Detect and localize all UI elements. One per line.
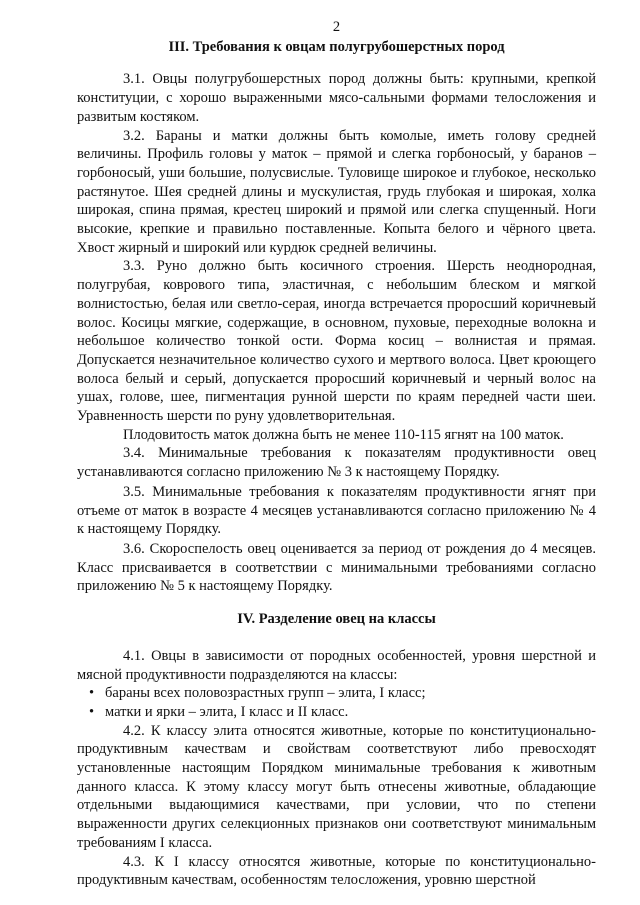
paragraph-3-6: 3.6. Скороспелость овец оценивается за период от рождения до 4 месяцев. Класс присваивается в соответствии с минимальными требованиями согласно приложению № 5 к настоящему Порядку.: [77, 540, 596, 595]
class-list: [77, 684, 596, 721]
paragraph-4-2: 4.2. К классу элита относятся животные, которые по конституционально-продуктивным качествам и свойствам соответствуют либо превосходят установленные настоящим Порядком минимальные требования к животным данного класса. К этому классу могут быть отнесены животные, обладающие отдельными выдающимися качествами, при условии, что по степени выраженности других селекционных признаков они соответствуют минимальным требованиям I класса.: [77, 722, 596, 851]
section-4-heading: IV. Разделение овец на классы: [237, 611, 436, 628]
paragraph-4-1: 4.1. Овцы в зависимости от породных особенностей, уровня шерстной и мясной продуктивности подразделяются на классы:: [77, 647, 596, 683]
paragraph-3-4: 3.4. Минимальные требования к показателям продуктивности овец устанавливаются согласно приложению № 3 к настоящему Порядку.: [77, 445, 596, 481]
bullet-icon: •: [89, 685, 95, 702]
paragraph-3-1: 3.1. Овцы полугрубошерстных пород должны быть: крупными, крепкой конституции, с хорошо выраженными мясо-сальными формами телосложения и развитым костяком.: [77, 71, 596, 125]
paragraph-4-3: 4.3. К I классу относятся животные, которые по конституционально-продуктивным качествам, особенностям телосложения, уровню шерстной: [77, 853, 596, 889]
list-item: [77, 703, 596, 722]
page-number: 2: [332, 19, 341, 35]
bullet-icon: •: [89, 703, 95, 720]
section-3-body: [77, 70, 596, 596]
paragraph-3-3: 3.3. Руно должно быть косичного строения. Шерсть неоднородная, полугрубая, коврового типа, эластичная, с небольшим блеском и мягкой волнистостью, белая или светло-серая, иногда встречается проросший коричневый волос. Косицы мягкие, содержащие, в основном, пуховые, переходные волокна и небольшое количество тонкой ости. Форма косиц – волнистая и прямая. Допускается незначительное количество сухого и мертвого волоса. Цвет кроющего волоса белый и серый, допускается проросший коричневый и черный волос на ушах, голове, шее, пигментация рунной шерсти по краям передней части шеи. Уравненность шерсти по руну удовлетворительная.: [77, 258, 596, 425]
section-4-body: [77, 647, 596, 890]
paragraph-3-5: 3.5. Минимальные требования к показателям продуктивности ягнят при отъеме от маток в возрасте 4 месяцев устанавливаются согласно приложению № 4 к настоящему Порядку.: [77, 483, 596, 538]
list-item-text: бараны всех половозрастных групп – элита, I класс;: [105, 685, 426, 702]
paragraph-3-2: 3.2. Бараны и матки должны быть комолые, иметь голову средней величины. Профиль головы у маток – прямой и слегка горбоносый, у баранов – горбоносый, уши большие, полусвислые. Туловище широкое и глубокое, несколько растянутое. Шея средней длины и мускулистая, грудь глубокая и широкая, холка широкая, спина прямая, крестец широкий и прямой или слегка спущенный. Ноги высокие, крепкие и правильно поставленные. Копыта белого и чёрного цвета. Хвост жирный и широкий или курдюк средней величины.: [77, 127, 596, 256]
paragraph-fertility: Плодовитость маток должна быть не менее 110-115 ягнят на 100 маток.: [123, 426, 564, 443]
list-item: [77, 684, 596, 703]
list-item-text: матки и ярки – элита, I класс и II класс.: [105, 703, 349, 720]
section-3-heading: III. Требования к овцам полугрубошерстных пород: [168, 38, 505, 55]
